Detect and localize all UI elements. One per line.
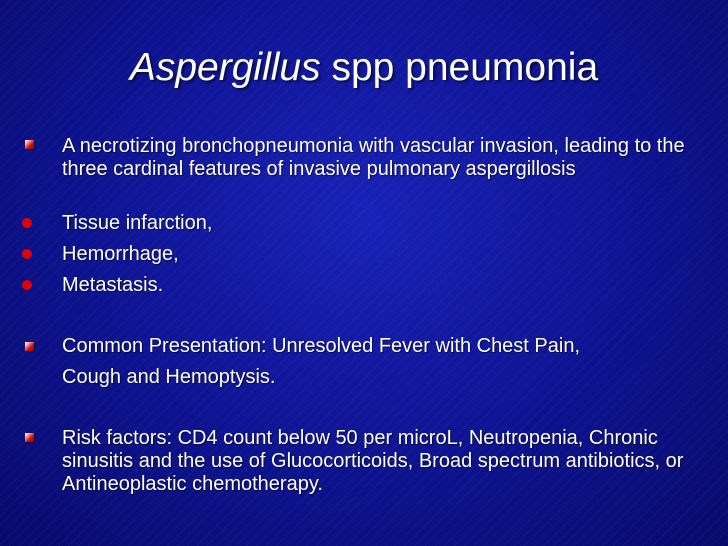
slide-title — [0, 44, 728, 92]
bullet-text: Common Presentation: Unresolved Fever with Chest Pain, — [62, 335, 581, 357]
bullet-text: Hemorrhage, — [62, 243, 179, 265]
bullet-text: Risk factors: CD4 count below 50 per microL, Neutropenia, Chronic sinusitis and the use of Glucocorticoids, Broad spectrum antibiotics, or Antineoplastic chemotherapy. — [62, 427, 684, 495]
bullet-text: A necrotizing bronchopneumonia with vascular invasion, leading to the three cardinal features of invasive pulmonary aspergillosis — [62, 135, 685, 180]
title-rest: spp pneumonia — [320, 46, 599, 89]
bullet-text: Tissue infarction, — [62, 212, 213, 234]
square-bullet-icon — [25, 140, 34, 149]
title-italic: Aspergillus — [129, 46, 321, 89]
round-bullet-icon — [22, 280, 32, 290]
square-bullet-icon — [25, 433, 34, 442]
bullet-text: Metastasis. — [62, 274, 164, 296]
bullet-text: Cough and Hemoptysis. — [62, 366, 276, 388]
round-bullet-icon — [22, 249, 32, 259]
round-bullet-icon — [22, 218, 32, 228]
square-bullet-icon — [25, 342, 34, 351]
